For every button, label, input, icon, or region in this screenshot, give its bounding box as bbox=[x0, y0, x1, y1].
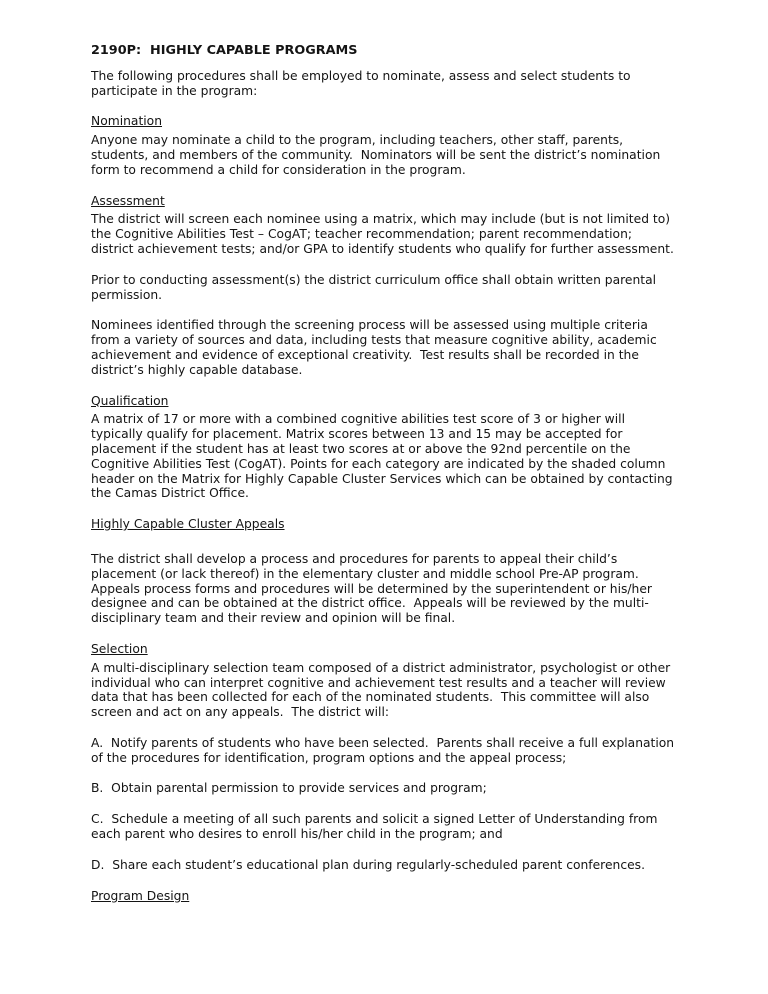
assessment-paragraph-3: Nominees identified through the screening process will be assessed using multiple criteria from a variety of sources and data, including tests that measure cognitive ability, academic achievement and evidence of exceptional creativity. Test results shall be recorded in the district’s highly capable database. bbox=[91, 318, 661, 377]
assessment-heading: Assessment bbox=[91, 193, 165, 208]
selection-item-c: C. Schedule a meeting of all such parents and solicit a signed Letter of Understanding from each parent who desires to enroll his/her child in the program; and bbox=[91, 812, 662, 842]
assessment-paragraph-1: The district will screen each nominee using a matrix, which may include (but is not limited to) the Cognitive Abilities Test – CogAT; teacher recommendation; parent recommendation; district achievement tests; and/or GPA to identify students who qualify for further assessment. bbox=[91, 212, 674, 256]
qualification-heading: Qualification bbox=[91, 393, 169, 408]
appeals-paragraph: The district shall develop a process and procedures for parents to appeal their child’s placement (or lack thereof) in the elementary cluster and middle school Pre-AP program. Appeals process forms and procedures will be determined by the superintendent or his/her designee and can be obtained at the district office. Appeals will be reviewed by the multi-disciplinary team and their review and opinion will be final. bbox=[91, 551, 656, 626]
policy-title: 2190P: HIGHLY CAPABLE PROGRAMS bbox=[91, 43, 358, 58]
qualification-paragraph: A matrix of 17 or more with a combined cognitive abilities test score of 3 or higher will typically qualify for placement. Matrix scores between 13 and 15 may be accepted for placement if the student has at least two scores at or above the 92nd percentile on the Cognitive Abilities Test (CogAT). Points for each category are indicated by the shaded column header on the Matrix for Highly Capable Cluster Services which can be obtained by contacting the Camas District Office. bbox=[91, 412, 677, 501]
selection-item-d: D. Share each student’s educational plan during regularly-scheduled parent conferences. bbox=[91, 857, 645, 872]
selection-item-b: B. Obtain parental permission to provide services and program; bbox=[91, 781, 487, 796]
program-design-heading: Program Design bbox=[91, 888, 190, 903]
appeals-heading: Highly Capable Cluster Appeals bbox=[91, 517, 285, 532]
selection-paragraph: A multi-disciplinary selection team composed of a district administrator, psychologist or other individual who can interpret cognitive and achievement test results and a teacher will review data that has been collected for each of the nominated students. This committee will also screen and act on any appeals. The district will: bbox=[91, 660, 675, 720]
selection-heading: Selection bbox=[91, 641, 148, 656]
selection-item-a: A. Notify parents of students who have been selected. Parents shall receive a full explanation of the procedures for identification, program options and the appeal process; bbox=[91, 735, 679, 765]
nomination-heading: Nomination bbox=[91, 114, 163, 129]
nomination-paragraph: Anyone may nominate a child to the program, including teachers, other staff, parents, students, and members of the community. Nominators will be sent the district’s nomination form to recommend a child for consideration in the program. bbox=[91, 133, 665, 177]
assessment-paragraph-2: Prior to conducting assessment(s) the district curriculum office shall obtain written parental permission. bbox=[91, 272, 660, 302]
intro-paragraph: The following procedures shall be employed to nominate, assess and select students to participate in the program: bbox=[91, 68, 635, 98]
